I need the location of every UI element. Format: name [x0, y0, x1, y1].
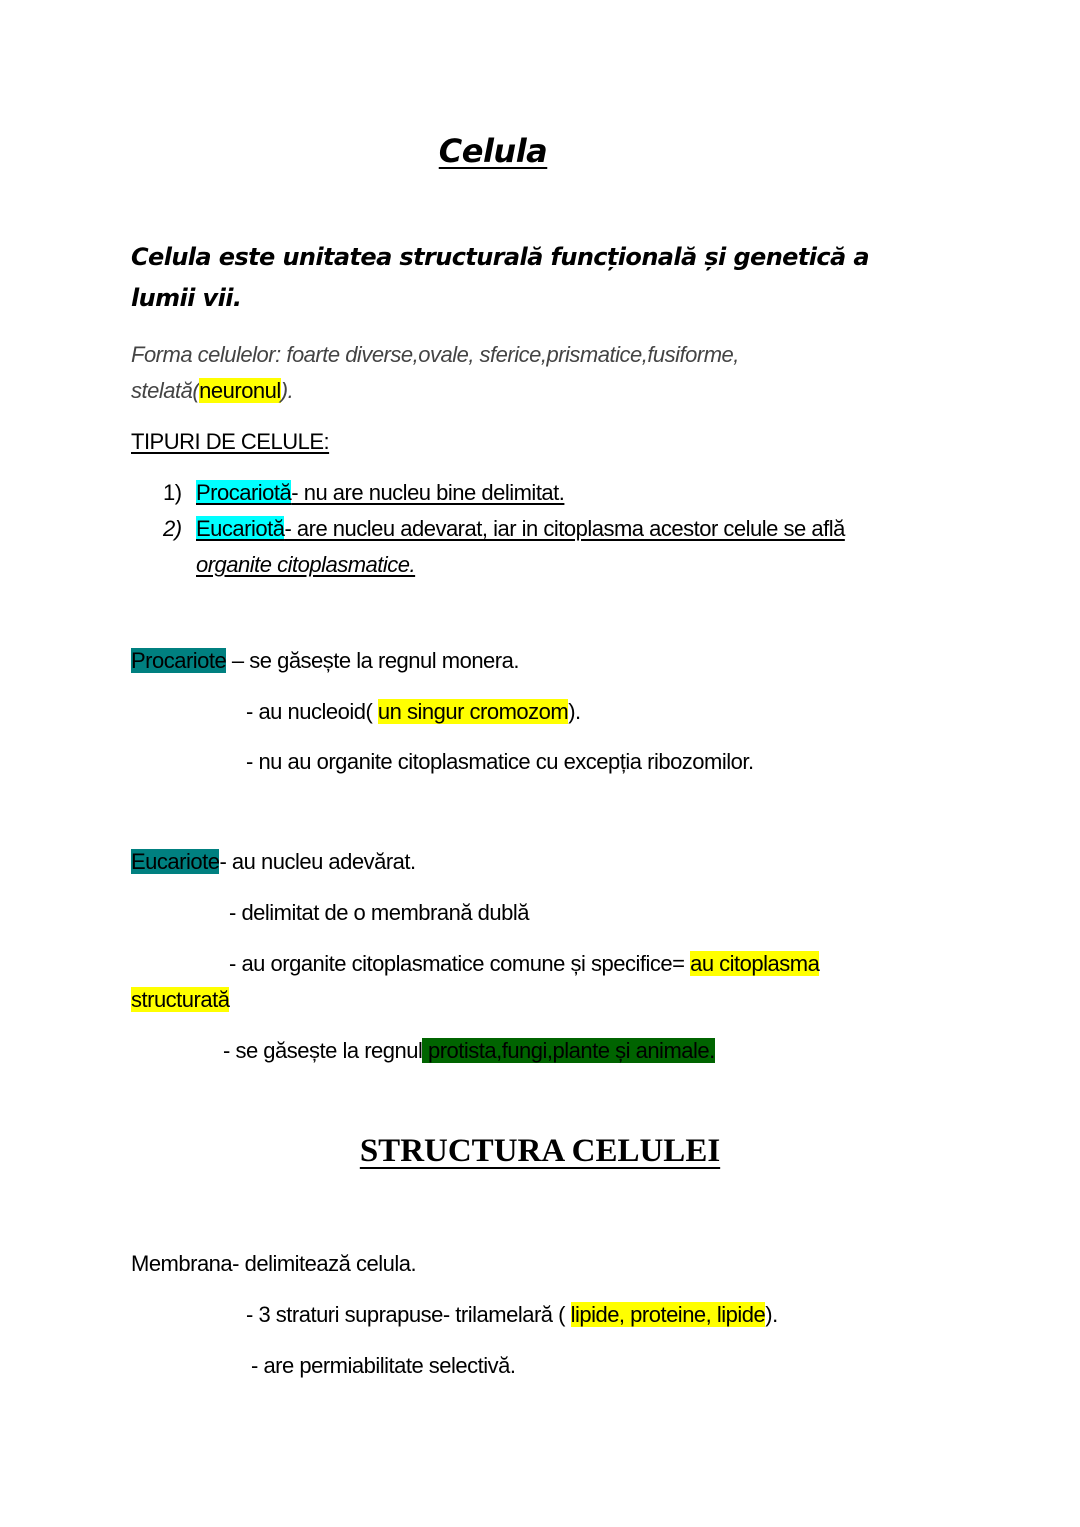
eucariote-point-1: - delimitat de o membrană dublă — [229, 900, 529, 925]
procariote-line — [131, 648, 519, 674]
point-suffix: ). — [568, 699, 581, 724]
point-prefix: - se găsește la regnul — [223, 1038, 423, 1063]
section-title-structura: STRUCTURA CELULEI — [359, 1133, 721, 1169]
list-item-2 — [163, 516, 845, 542]
list-number: 2) — [163, 516, 182, 541]
procariote-point-1 — [246, 699, 581, 725]
highlight-structurata: structurată — [131, 987, 230, 1012]
list-item-2-continuation: organite citoplasmatice. — [196, 552, 416, 577]
eucariote-text: - au nucleu adevărat. — [219, 849, 416, 874]
membrana-point-2: - are permiabilitate selectivă. — [251, 1353, 516, 1378]
forma-prefix: stelată( — [131, 378, 200, 403]
highlight-citoplasma: au citoplasma — [690, 951, 820, 976]
tipuri-heading: TIPURI DE CELULE: — [131, 429, 330, 454]
highlight-lipide: lipide, proteine, lipide — [570, 1302, 766, 1327]
forma-line-1: Forma celulelor: foarte diverse,ovale, sferice,prismatice,fusiforme, — [131, 342, 739, 367]
highlight-cromozom: un singur cromozom — [377, 699, 569, 724]
procariote-text: – se găsește la regnul monera. — [226, 648, 519, 673]
eucariote-point-2-continuation — [131, 987, 229, 1013]
list-item-1 — [163, 480, 564, 506]
list-item-text: - are nucleu adevarat, iar in citoplasma acestor celule se află — [284, 516, 845, 541]
term-procariota: Procariotă — [196, 480, 292, 505]
forma-line-2 — [131, 378, 293, 404]
membrana-line: Membrana- delimitează celula. — [131, 1251, 417, 1276]
definition-line-1: Celula este unitatea structurală funcțională și genetică a — [131, 243, 869, 271]
page-title: Celula — [438, 132, 548, 170]
eucariote-point-3 — [223, 1038, 715, 1064]
definition-line-2: lumii vii. — [131, 284, 242, 312]
membrana-point-1 — [246, 1302, 778, 1328]
point-prefix: - au organite citoplasmatice comune și specifice= — [229, 951, 691, 976]
term-eucariote: Eucariote — [131, 849, 220, 874]
forma-suffix: ). — [280, 378, 294, 403]
point-suffix: ). — [765, 1302, 778, 1327]
highlight-regnuri: protista,fungi,plante și animale. — [422, 1038, 715, 1063]
procariote-point-2: - nu au organite citoplasmatice cu excepția ribozomilor. — [246, 749, 754, 774]
highlight-neuronul: neuronul — [199, 378, 281, 403]
point-prefix: - au nucleoid( — [246, 699, 378, 724]
point-prefix: - 3 straturi suprapuse- trilamelară ( — [246, 1302, 571, 1327]
list-item-text: - nu are nucleu bine delimitat. — [291, 480, 565, 505]
eucariote-point-2 — [229, 951, 819, 977]
term-eucariota: Eucariotă — [196, 516, 285, 541]
list-number: 1) — [163, 480, 182, 505]
eucariote-line — [131, 849, 416, 875]
term-procariote: Procariote — [131, 648, 227, 673]
